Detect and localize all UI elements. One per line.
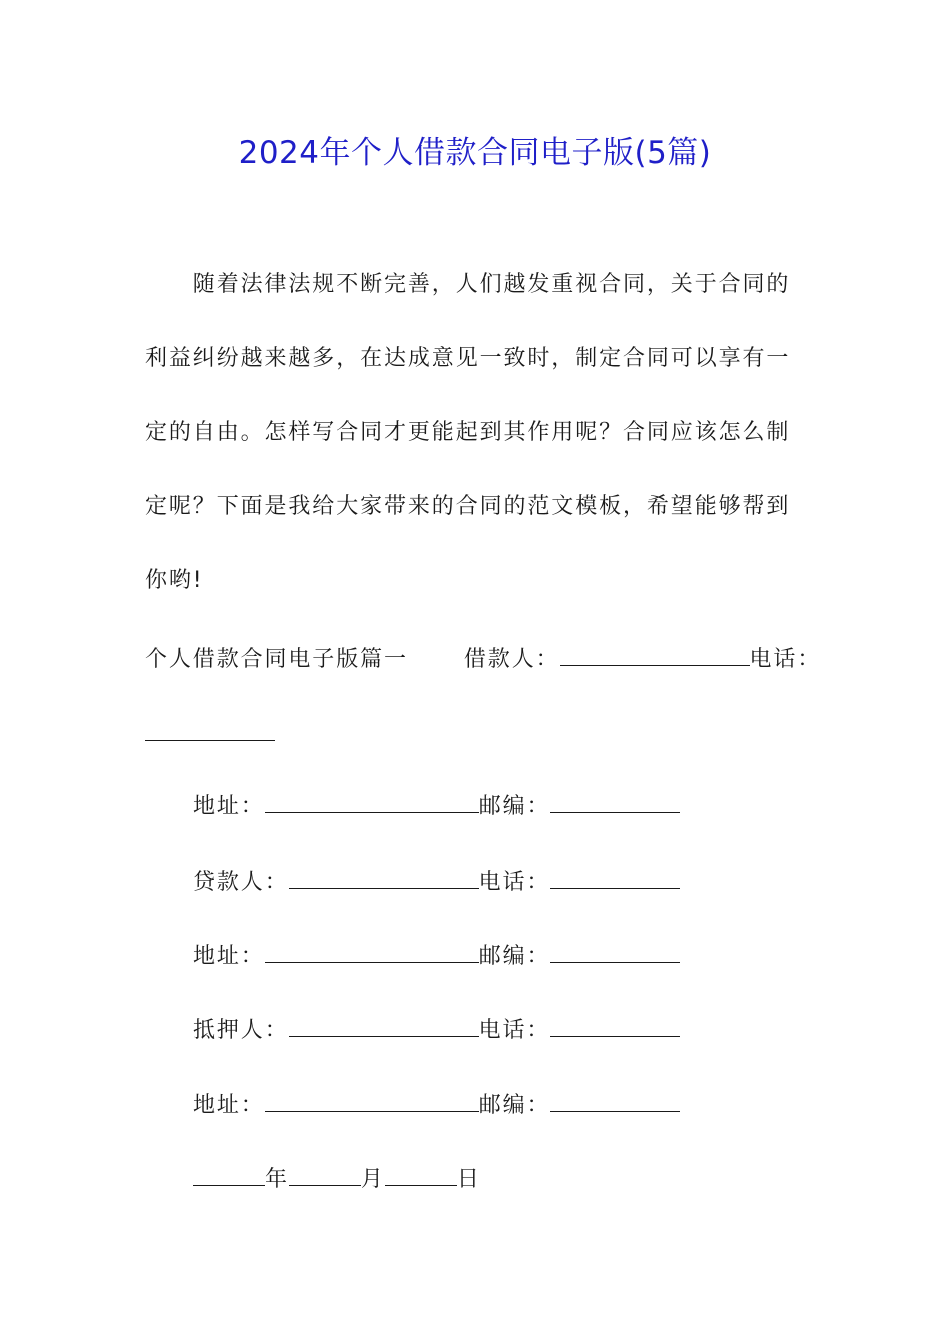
postcode-label: 邮编： <box>478 794 551 819</box>
address-label: 地址： <box>193 944 265 969</box>
borrower-phone-label: 电话： <box>749 647 822 672</box>
postcode-blank <box>550 787 680 813</box>
phone-blank <box>550 863 680 889</box>
month-label: 月 <box>360 1167 385 1192</box>
mortgagor-label: 抵押人： <box>193 1018 289 1043</box>
phone-label: 电话： <box>478 870 551 895</box>
intro-line: 定的自由。怎样写合同才更能起到其作用呢？合同应该怎么制 <box>145 420 791 445</box>
address-blank <box>265 1086 479 1112</box>
intro-line: 你哟! <box>145 568 204 593</box>
lender-blank <box>289 863 479 889</box>
year-blank <box>193 1160 265 1186</box>
intro-paragraph <box>145 265 810 635</box>
lender-row <box>193 863 680 903</box>
document-title: 2024年个人借款合同电子版(5篇) <box>238 135 712 171</box>
address-blank <box>265 937 479 963</box>
phone-label: 电话： <box>478 1018 551 1043</box>
month-blank <box>289 1160 361 1186</box>
postcode-label: 邮编： <box>478 944 551 969</box>
borrower-phone-blank <box>145 740 275 741</box>
borrower-blank <box>560 640 750 666</box>
lender-label: 贷款人： <box>193 870 289 895</box>
intro-line: 利益纠纷越来越多，在达成意见一致时，制定合同可以享有一 <box>145 346 791 371</box>
year-label: 年 <box>265 1167 289 1192</box>
section-heading: 个人借款合同电子版篇一 <box>145 647 408 672</box>
address-label: 地址： <box>193 1093 265 1118</box>
phone-blank <box>550 1011 680 1037</box>
day-blank <box>385 1160 457 1186</box>
lender-address-row <box>193 937 680 977</box>
intro-line: 随着法律法规不断完善，人们越发重视合同，关于合同的 <box>145 272 791 297</box>
borrower-address-row <box>193 787 680 827</box>
postcode-blank <box>550 1086 680 1112</box>
date-row <box>193 1160 481 1200</box>
postcode-blank <box>550 937 680 963</box>
mortgagor-address-row <box>193 1086 680 1126</box>
intro-line: 定呢？下面是我给大家带来的合同的范文模板，希望能够帮到 <box>145 494 791 519</box>
mortgagor-blank <box>289 1011 479 1037</box>
address-label: 地址： <box>193 794 265 819</box>
day-label: 日 <box>456 1167 481 1192</box>
address-blank <box>265 787 479 813</box>
postcode-label: 邮编： <box>478 1093 551 1118</box>
section-heading-row <box>145 640 821 680</box>
borrower-label: 借款人： <box>463 647 560 672</box>
mortgagor-row <box>193 1011 680 1051</box>
